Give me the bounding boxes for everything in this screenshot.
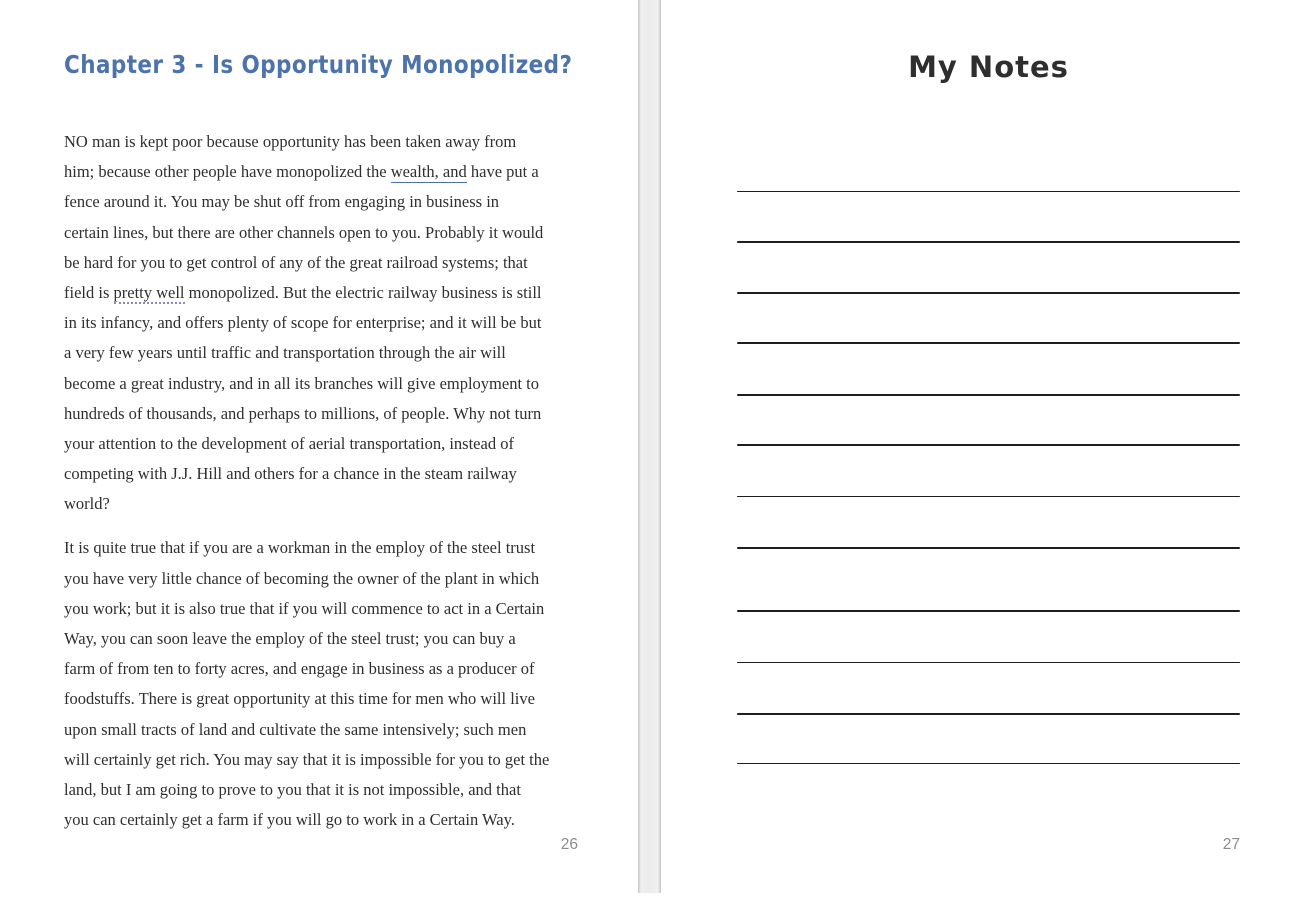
text-segment: become a great industry, and in all its branches will give employment to bbox=[64, 373, 540, 393]
text-line bbox=[64, 248, 584, 278]
text-line bbox=[64, 775, 584, 805]
text-segment: hundreds of thousands, and perhaps to millions, of people. Why not turn bbox=[64, 403, 542, 423]
annotation-underline-dotted[interactable]: pretty well bbox=[113, 282, 185, 302]
text-line bbox=[64, 369, 584, 399]
note-line bbox=[737, 496, 1240, 497]
text-segment: him; because other people have monopolized the bbox=[64, 162, 391, 182]
text-segment: foodstuffs. There is great opportunity at this time for men who will live bbox=[64, 689, 535, 709]
text-line bbox=[64, 684, 584, 714]
text-segment: farm of from ten to forty acres, and engage in business as a producer of bbox=[64, 659, 535, 679]
text-segment: you work; but it is also true that if you will commence to act in a Certain bbox=[64, 598, 545, 618]
text-line bbox=[64, 127, 584, 157]
text-line bbox=[64, 654, 584, 684]
text-line bbox=[64, 715, 584, 745]
text-segment: fence around it. You may be shut off from engaging in business in bbox=[64, 192, 500, 212]
note-line bbox=[737, 191, 1240, 192]
right-page bbox=[661, 0, 1301, 902]
text-segment: your attention to the development of aerial transportation, instead of bbox=[64, 433, 514, 453]
text-segment: be hard for you to get control of any of the great railroad systems; that bbox=[64, 252, 528, 272]
note-lines-area bbox=[661, 0, 1301, 902]
text-line bbox=[64, 564, 584, 594]
text-line bbox=[64, 187, 584, 217]
page-number-left: 26 bbox=[560, 836, 578, 853]
left-page bbox=[0, 0, 638, 902]
text-segment: in its infancy, and offers plenty of scope for enterprise; and it will be but bbox=[64, 313, 542, 333]
text-segment: Way, you can soon leave the employ of the steel trust; you can buy a bbox=[64, 629, 516, 648]
paragraph bbox=[64, 127, 584, 519]
text-line bbox=[64, 533, 584, 563]
note-line bbox=[737, 610, 1240, 612]
text-line bbox=[64, 218, 584, 248]
text-line bbox=[64, 489, 584, 519]
text-segment: you can certainly get a farm if you will go to work in a Certain Way. bbox=[64, 810, 515, 830]
annotation-underline-solid[interactable]: wealth, and bbox=[390, 162, 467, 182]
text-segment: world? bbox=[64, 494, 110, 514]
text-line bbox=[64, 624, 584, 654]
text-segment: field is bbox=[64, 282, 114, 302]
chapter-heading: Chapter 3 - Is Opportunity Monopolized? bbox=[64, 50, 573, 79]
text-line bbox=[64, 278, 584, 308]
text-line bbox=[64, 157, 584, 187]
page-gutter bbox=[638, 0, 661, 893]
paragraph bbox=[64, 533, 584, 835]
text-line bbox=[64, 399, 584, 429]
page-number-right: 27 bbox=[1222, 836, 1240, 853]
text-segment: land, but I am going to prove to you that it is not impossible, and that bbox=[64, 779, 521, 799]
text-segment: you have very little chance of becoming the owner of the plant in which bbox=[64, 568, 540, 588]
note-line bbox=[737, 763, 1240, 764]
text-line bbox=[64, 429, 584, 459]
text-segment: upon small tracts of land and cultivate the same intensively; such men bbox=[64, 719, 527, 739]
text-line bbox=[64, 594, 584, 624]
text-segment: competing with J.J. Hill and others for a chance in the steam railway bbox=[64, 464, 517, 484]
text-segment: certain lines, but there are other channels open to you. Probably it would bbox=[64, 222, 544, 242]
note-line bbox=[737, 394, 1240, 396]
text-segment: It is quite true that if you are a workman in the employ of the steel trust bbox=[64, 538, 536, 558]
note-line bbox=[737, 713, 1240, 715]
text-segment: will certainly get rich. You may say that it is impossible for you to get the bbox=[64, 749, 550, 769]
text-line bbox=[64, 745, 584, 775]
text-line bbox=[64, 459, 584, 489]
text-segment: monopolized. But the electric railway business is still bbox=[184, 282, 542, 302]
text-line bbox=[64, 308, 584, 338]
note-line bbox=[737, 241, 1240, 243]
text-line bbox=[64, 338, 584, 368]
text-segment: have put a bbox=[466, 162, 539, 182]
note-line bbox=[737, 292, 1240, 294]
text-segment: a very few years until traffic and transportation through the air will bbox=[64, 343, 506, 363]
note-line bbox=[737, 547, 1240, 549]
note-line bbox=[737, 342, 1240, 344]
body-text bbox=[64, 127, 584, 835]
text-segment: NO man is kept poor because opportunity has been taken away from bbox=[64, 132, 517, 151]
note-line bbox=[737, 662, 1240, 663]
text-line bbox=[64, 805, 584, 835]
note-line bbox=[737, 444, 1240, 446]
notes-title: My Notes bbox=[908, 50, 1069, 84]
